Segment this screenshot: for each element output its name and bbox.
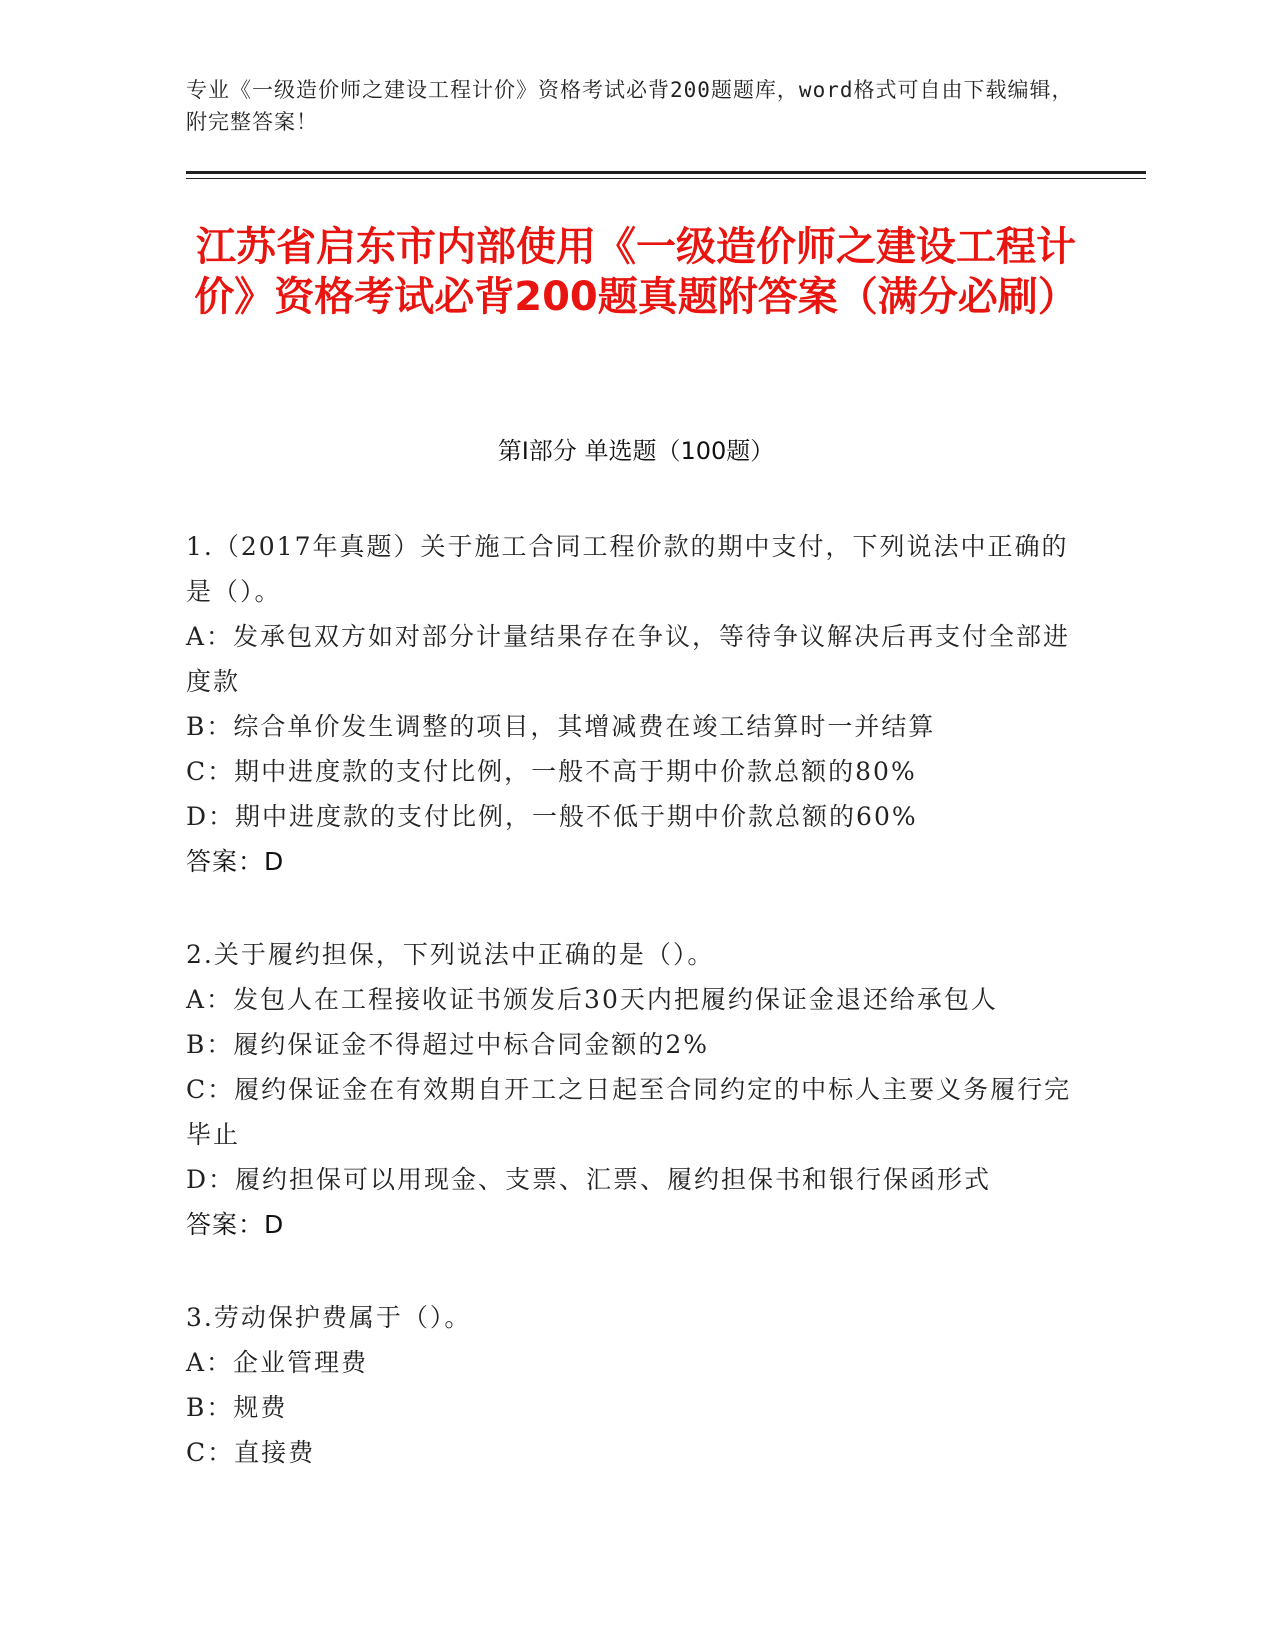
option-c: C：直接费 bbox=[186, 1438, 316, 1467]
option-d: D：期中进度款的支付比例，一般不低于期中价款总额的60% bbox=[186, 802, 918, 831]
option-d: D：履约担保可以用现金、支票、汇票、履约担保书和银行保函形式 bbox=[186, 1165, 992, 1194]
section-title: 第Ⅰ部分 单选题（100题） bbox=[497, 437, 775, 465]
document-title: 江苏省启东市内部使用《一级造价师之建设工程计价》资格考试必背200题真题附答案（满分必刷） bbox=[194, 224, 1078, 320]
header-divider-thin bbox=[186, 178, 1146, 179]
question-2 bbox=[186, 932, 1086, 1247]
question-3 bbox=[186, 1295, 1086, 1475]
question-stem: 2.关于履约担保，下列说法中正确的是（）。 bbox=[186, 940, 715, 969]
option-a: A：发包人在工程接收证书颁发后30天内把履约保证金退还给承包人 bbox=[186, 985, 998, 1014]
answer: 答案：D bbox=[186, 1210, 285, 1239]
answer: 答案：D bbox=[186, 847, 285, 876]
question-stem: 1.（2017年真题）关于施工合同工程价款的期中支付，下列说法中正确的是（）。 bbox=[186, 532, 1069, 606]
question-1 bbox=[186, 524, 1086, 884]
header-text: 专业《一级造价师之建设工程计价》资格考试必背200题题库，word格式可自由下载编辑，附完整答案！ bbox=[186, 78, 1074, 134]
header-divider-thick bbox=[186, 171, 1146, 174]
option-b: B：履约保证金不得超过中标合同金额的2% bbox=[186, 1030, 710, 1059]
option-b: B：规费 bbox=[186, 1393, 288, 1422]
option-a: A：发承包双方如对部分计量结果存在争议，等待争议解决后再支付全部进度款 bbox=[186, 622, 1071, 696]
option-c: C：期中进度款的支付比例，一般不高于期中价款总额的80% bbox=[186, 757, 917, 786]
option-c: C：履约保证金在有效期自开工之日起至合同约定的中标人主要义务履行完毕止 bbox=[186, 1075, 1072, 1149]
option-b: B：综合单价发生调整的项目，其增减费在竣工结算时一并结算 bbox=[186, 712, 936, 741]
option-a: A：企业管理费 bbox=[186, 1348, 369, 1377]
question-list bbox=[186, 524, 1086, 1523]
question-stem: 3.劳动保护费属于（）。 bbox=[186, 1303, 472, 1332]
